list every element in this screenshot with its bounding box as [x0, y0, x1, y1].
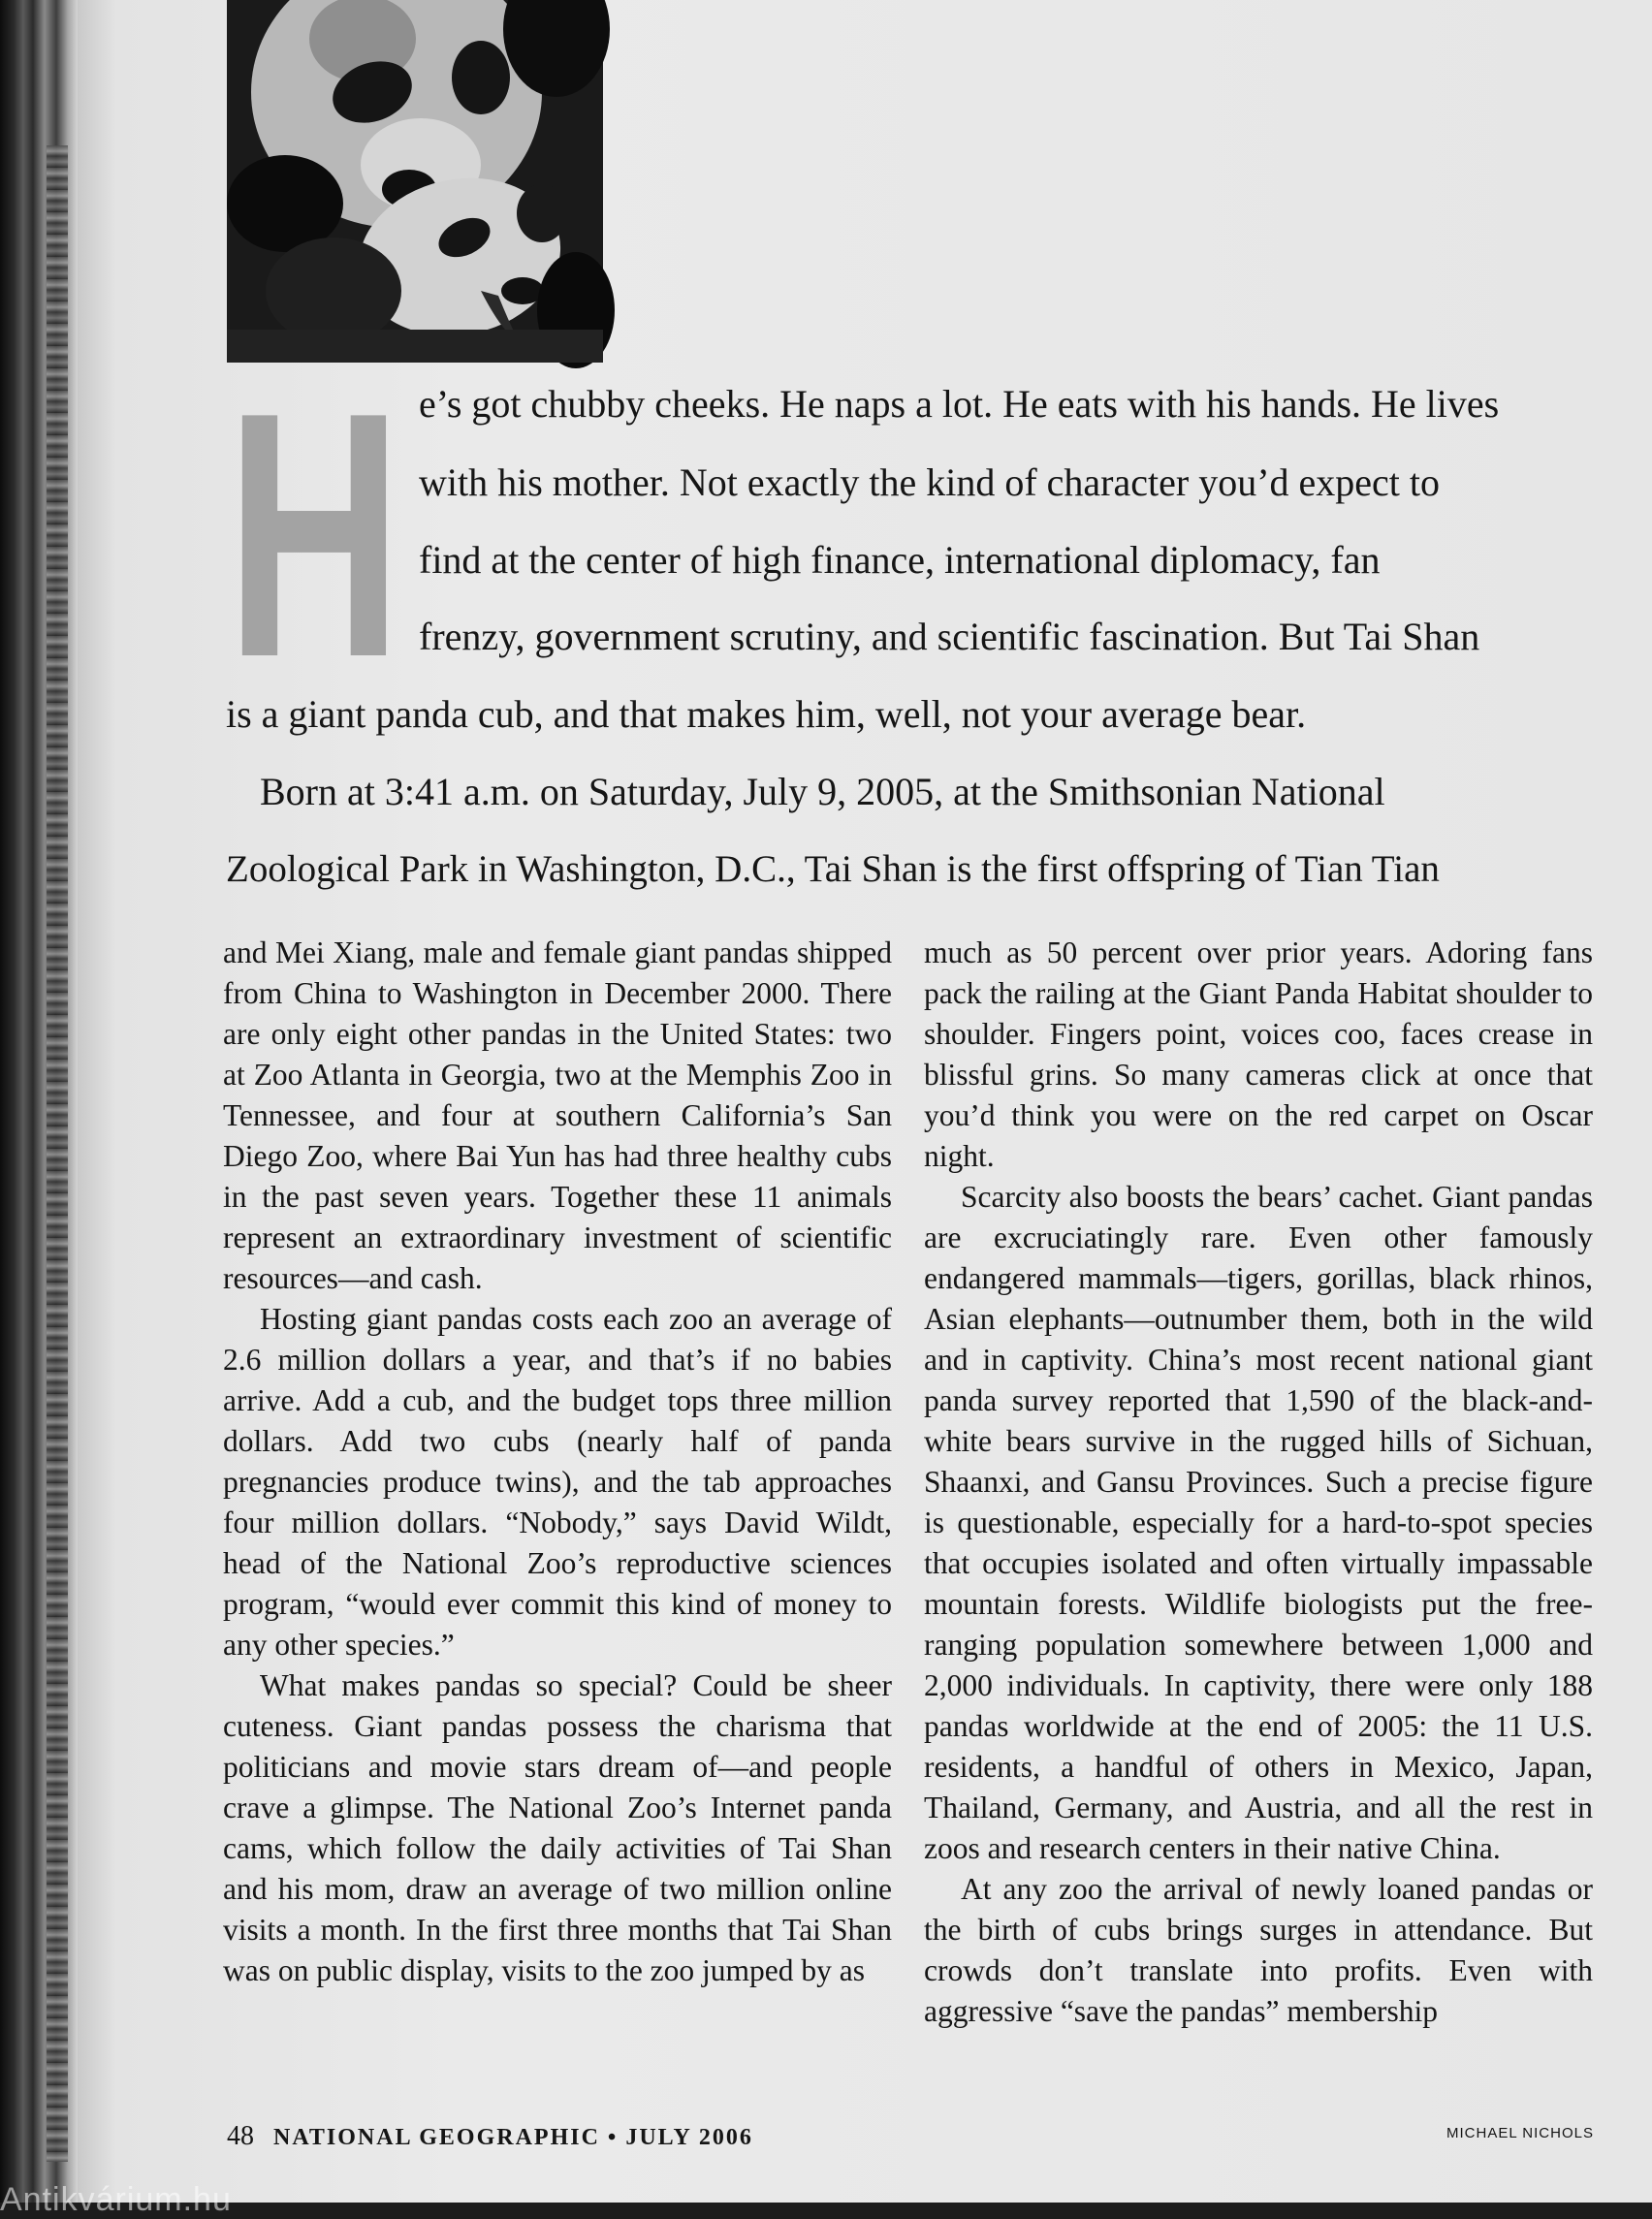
issue-date: JULY 2006 — [625, 2125, 753, 2150]
left-paragraph-3: What makes pandas so special? Could be sheer cuteness. Giant pandas possess the charisma that politicians and movie stars dream of—and people crave a glimpse. The National Zoo’s Internet panda cams, which follow the daily activities of Tai Shan and his mom, draw an average of two million online visits a month. In the first three months that Tai Shan was on public display, visits to the zoo jumped by as — [223, 1668, 892, 1987]
intro-line-5: is a giant panda cub, and that makes him, well, not your average bear. — [226, 692, 1307, 736]
panda-photo — [227, 0, 603, 363]
right-paragraph-2: Scarcity also boosts the bears’ cachet. Giant pandas are excruciatingly rare. Even other famously endangered mammals—tigers, gorillas, black rhinos, Asian elephants—outnumber them, both in the wild and in captivity. China’s most recent national giant panda survey reported that 1,590 of the black-and-white bears survive in the rugged hills of Sichuan, Shaanxi, and Gansu Provinces. Such a precise figure is questionable, especially for a hard-to-spot species that occupies isolated and often virtually impassable mountain forests. Wildlife biologists put the free-ranging population somewhere between 1,000 and 2,000 individuals. In captivity, there were only 188 pandas worldwide at the end of 2005: the 11 U.S. residents, a handful of others in Mexico, Japan, Thailand, Germany, and Austria, and all the rest in zoos and research centers in their native China. — [924, 1180, 1593, 1865]
book-spine — [0, 0, 78, 2203]
left-paragraph-2: Hosting giant pandas costs each zoo an average of 2.6 million dollars a year, and that’s if no babies arrive. Add a cub, and the budget tops three million dollars. Add two cubs (nearly half of panda pregnancies produce twins), and the tab approaches four million dollars. “Nobody,” says David Wildt, head of the National Zoo’s reproductive sciences program, “would ever commit this kind of money to any other species.” — [223, 1302, 892, 1662]
watermark: Antikvárium.hu — [0, 2181, 232, 2218]
photo-credit: MICHAEL NICHOLS — [1446, 2125, 1594, 2141]
right-paragraph-1: much as 50 percent over prior years. Adoring fans pack the railing at the Giant Panda Habitat shoulder to shoulder. Fingers point, voices coo, faces crease in blissful grins. So many cameras click at once that you’d think you were on the red carpet on Oscar night. — [924, 935, 1593, 1173]
spine-texture — [47, 145, 68, 2162]
drop-cap-text: H — [226, 340, 402, 730]
intro-line-6: Born at 3:41 a.m. on Saturday, July 9, 2005, at the Smithsonian National — [260, 770, 1385, 813]
page-footer — [227, 2121, 753, 2152]
magazine-name: NATIONAL GEOGRAPHIC — [273, 2125, 600, 2150]
magazine-page — [78, 0, 1652, 2203]
drop-cap — [226, 340, 402, 730]
right-paragraph-3: At any zoo the arrival of newly loaned pandas or the birth of cubs brings surges in attendance. But crowds don’t translate into profits. Even with aggressive “save the pandas” membership — [924, 1872, 1593, 2028]
left-column — [223, 933, 892, 1991]
intro-line-2: with his mother. Not exactly the kind of character you’d expect to — [419, 460, 1441, 504]
intro-line-3: find at the center of high finance, international diplomacy, fan — [419, 538, 1381, 582]
intro-line-7: Zoological Park in Washington, D.C., Tai Shan is the first offspring of Tian Tian — [226, 848, 1440, 890]
footer-separator: • — [607, 2125, 619, 2150]
left-paragraph-1: and Mei Xiang, male and female giant pandas shipped from China to Washington in December 2000. There are only eight other pandas in the United States: two at Zoo Atlanta in Georgia, two at the Memphis Zoo in Tennessee, and four at southern California’s San Diego Zoo, where Bai Yun has had three healthy cubs in the past seven years. Together these 11 animals represent an extraordinary investment of scientific resources—and cash. — [223, 935, 892, 1295]
page-number: 48 — [227, 2121, 254, 2151]
drop-cap-letter — [226, 340, 402, 730]
intro-line-1: e’s got chubby cheeks. He naps a lot. He eats with his hands. He lives — [419, 382, 1500, 426]
intro-line-4: frenzy, government scrutiny, and scientific fascination. But Tai Shan — [419, 615, 1480, 658]
panda-mother-and-cub-image — [227, 0, 603, 363]
right-column — [924, 933, 1593, 2032]
